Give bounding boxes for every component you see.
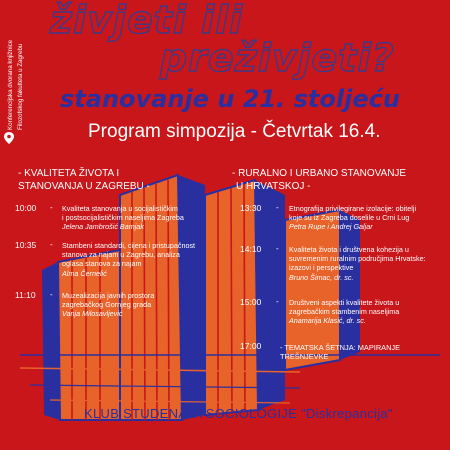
item-line: Muzealizacija javnih prostora: [62, 291, 155, 300]
right-section-title-1: - RURALNO I URBANO STANOVANJE: [232, 168, 407, 179]
item-line: Kvaliteta stanovanja u socijalističkim: [62, 204, 178, 213]
time-label: 10:00: [15, 203, 37, 213]
right-section-title-2: U HRVATSKOJ -: [236, 181, 311, 192]
separator: -: [50, 240, 53, 249]
speaker-name: Anamarija Klasić, dr. sc.: [289, 316, 366, 326]
agenda-item: [62, 204, 184, 232]
item-line: izazovi i perspektive: [289, 263, 354, 273]
location-pin-icon: [4, 132, 14, 144]
organizer-footer: KLUB STUDENATA SOCIOLOGIJE "Diskrepancija": [84, 406, 393, 421]
speaker-name: Jelena Jambrošić Bamjak: [62, 222, 144, 232]
time-label: 17:00: [240, 341, 262, 351]
venue-text: [3, 12, 31, 132]
item-line: i postsocijalističkim naseljima Zagreba: [62, 213, 184, 223]
speaker-name: Alma Černelić: [62, 268, 107, 278]
agenda-item: [289, 204, 416, 232]
separator: -: [276, 203, 279, 212]
venue-line-2: Filozofskog fakulteta u Zagrebu: [17, 43, 24, 130]
item-line: Stambeni standardi, cijena i pristupačnost: [62, 241, 196, 250]
separator: -: [276, 244, 279, 253]
left-section-title-2: STANOVANJA U ZAGREBU -: [18, 181, 150, 192]
separator: -: [276, 297, 279, 306]
item-line: stanova za najam u Zagrebu, analiza: [62, 250, 180, 260]
agenda-item: [289, 245, 426, 282]
separator: -: [50, 203, 53, 212]
time-label: 11:10: [15, 290, 36, 300]
item-line: zagrebačkim stambenim naseljima: [289, 307, 400, 317]
headline-line-1: živjeti ili: [50, 0, 244, 42]
agenda-item: [62, 241, 195, 278]
program-title: Program simpozija - Četvrtak 16.4.: [88, 121, 381, 142]
item-line: Kvaliteta života i društvena kohezija u: [289, 245, 409, 254]
item-line: koje su iz Zagreba doselile u Crni Lug: [289, 213, 410, 223]
speaker-name: Vanja Milosavljević: [62, 309, 123, 319]
agenda-item: [62, 291, 154, 319]
item-line: zagrebačkog Gornjeg grada: [62, 300, 152, 310]
time-label: 14:10: [240, 244, 262, 254]
speaker-name: Petra Rupe i Andrej Galjar: [289, 222, 373, 232]
item-line: Etnografija privilegirane izolacije: obitelji: [289, 204, 417, 213]
headline-subtitle: stanovanje u 21. stoljeću: [60, 85, 400, 113]
agenda-item: [289, 298, 399, 326]
time-label: 10:35: [15, 240, 37, 250]
themed-walk-label: - TEMATSKA ŠETNJA: MAPIRANJE TREŠNJEVKE: [280, 343, 401, 361]
venue-line-1: Konferencijska dvorana knjižnice: [7, 39, 14, 130]
item-line: Društveni aspekti kvalitete života u: [289, 298, 400, 307]
left-section-title-1: - KVALITETA ŽIVOTA I: [18, 168, 120, 179]
separator: -: [50, 290, 53, 299]
item-line: oglasa stanova za najam: [62, 259, 142, 269]
item-line: suvremenim ruralnim područjima Hrvatske:: [289, 254, 426, 264]
headline-line-2: preživjeti?: [160, 36, 395, 80]
time-label: 13:30: [240, 203, 262, 213]
time-label: 15:00: [240, 297, 262, 307]
speaker-name: Bruno Šimac, dr. sc.: [289, 272, 354, 282]
